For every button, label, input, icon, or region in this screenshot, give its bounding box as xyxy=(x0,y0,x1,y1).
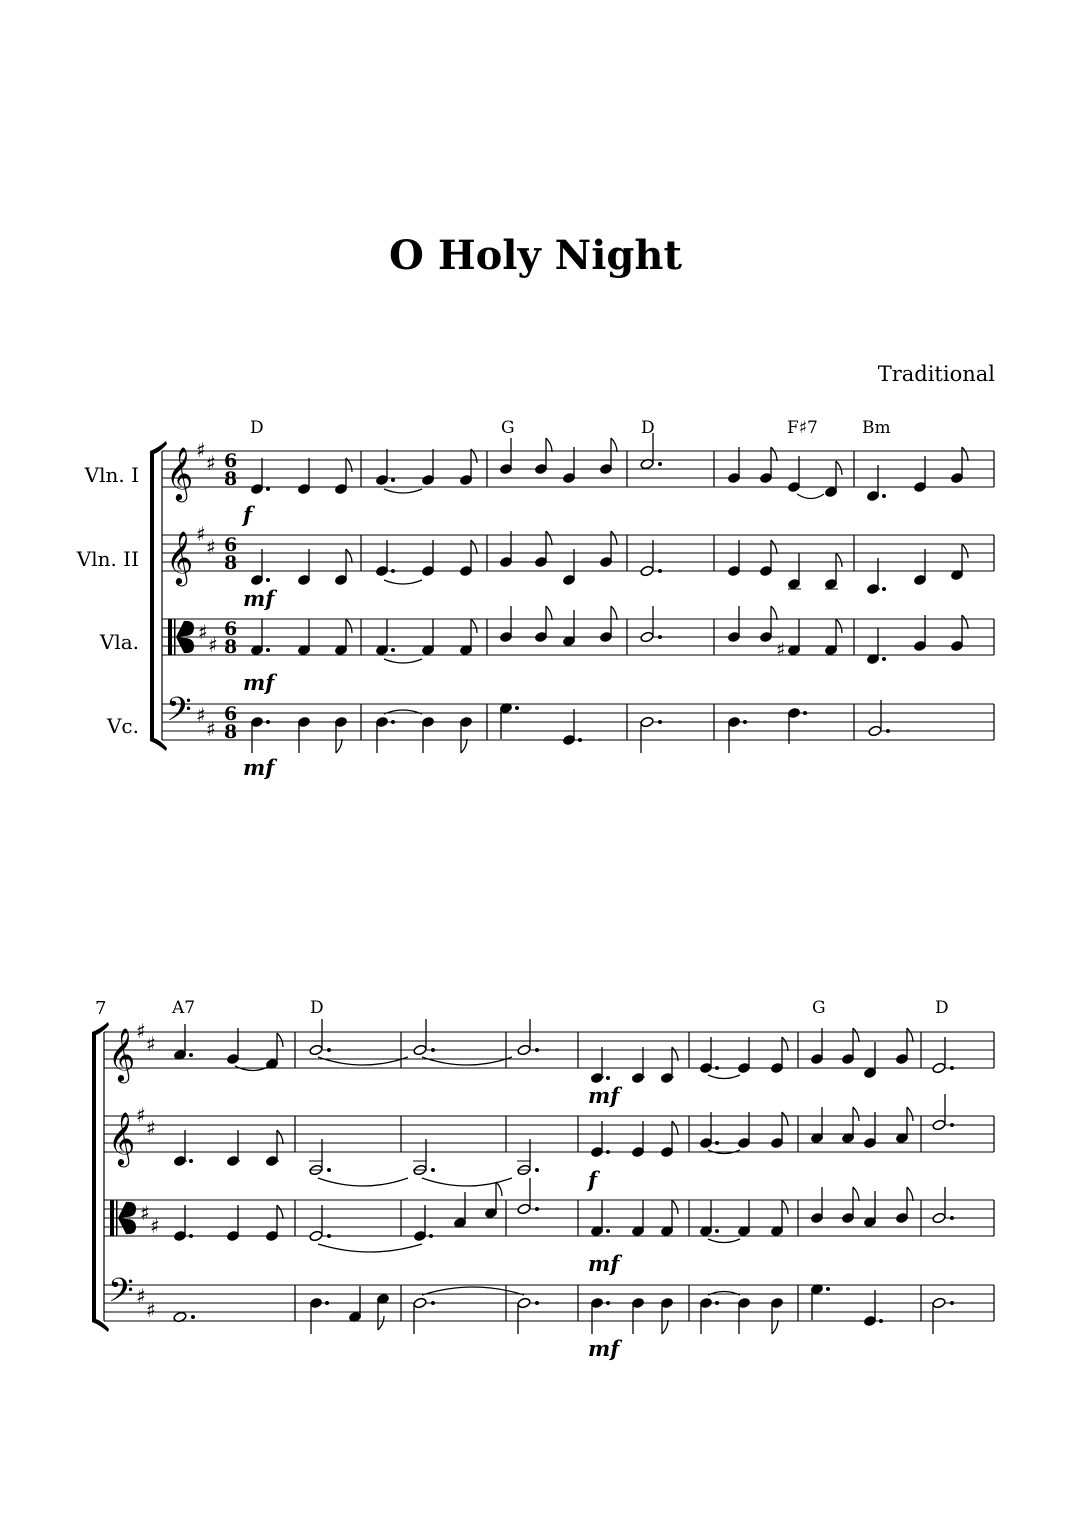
time-signature-bottom: 8 xyxy=(224,721,238,743)
sharp-icon: ♯ xyxy=(196,438,206,462)
chord-symbol: D xyxy=(935,998,949,1018)
notes-viola xyxy=(173,1178,953,1252)
chord-symbol: Bm xyxy=(862,418,891,438)
chord-symbol: F♯7 xyxy=(787,418,818,438)
notes-cello xyxy=(250,700,889,753)
staff-violin-1 xyxy=(162,451,994,487)
chord-symbol: G xyxy=(501,418,515,438)
dynamic-marking: mf xyxy=(588,1336,620,1361)
time-signature-top: 6 xyxy=(224,703,238,725)
sharp-icon: ♯ xyxy=(146,1298,156,1322)
treble-clef-icon: 𝄞 xyxy=(166,530,194,584)
notes-violin-1 xyxy=(250,433,968,502)
staff-cello xyxy=(104,1285,994,1321)
instrument-label: Vc. xyxy=(106,714,139,738)
bass-clef-icon: 𝄢 xyxy=(166,691,192,737)
notes-violin-2 xyxy=(250,531,968,595)
instrument-label: Vln. I xyxy=(84,463,139,487)
notes-viola xyxy=(250,606,968,665)
measure-number: 7 xyxy=(95,998,107,1019)
staff-cello xyxy=(162,704,994,740)
chord-symbol: D xyxy=(310,998,324,1018)
dynamic-marking: mf xyxy=(243,755,275,780)
chord-symbol: D xyxy=(641,418,655,438)
time-signature-top: 6 xyxy=(224,534,238,556)
chord-symbol: G xyxy=(812,998,826,1018)
sharp-icon: ♯ xyxy=(198,620,208,644)
time-signature-top: 6 xyxy=(224,618,238,640)
instrument-label: Vln. II xyxy=(76,547,139,571)
sharp-icon: ♯ xyxy=(206,717,216,741)
chord-symbol: D xyxy=(250,418,264,438)
time-signature-bottom: 8 xyxy=(224,552,238,574)
composer: Traditional xyxy=(877,362,995,386)
notes-cello xyxy=(173,1283,954,1334)
sharp-icon: ♯ xyxy=(196,703,206,727)
score-title: O Holy Night xyxy=(389,232,682,279)
sharp-icon: ♯ xyxy=(208,633,218,657)
dynamic-marking: mf xyxy=(588,1251,620,1276)
sharp-icon: ♯ xyxy=(150,1214,160,1238)
barlines xyxy=(361,451,994,740)
dynamic-marking: mf xyxy=(588,1083,620,1108)
staff-viola xyxy=(162,619,994,655)
bass-clef-icon: 𝄢 xyxy=(108,1272,134,1318)
notes-violin-2 xyxy=(173,1094,953,1186)
notes-violin-1 xyxy=(173,1019,953,1084)
sharp-icon: ♯ xyxy=(140,1201,150,1225)
time-signature-bottom: 8 xyxy=(224,468,238,490)
barlines xyxy=(295,1032,994,1321)
staff-violin-2 xyxy=(162,535,994,571)
system-1 xyxy=(76,418,994,780)
sharp-icon: ♯ xyxy=(136,1284,146,1308)
dynamic-marking: f xyxy=(588,1167,598,1192)
dynamic-marking: f xyxy=(243,502,253,527)
dynamic-marking: mf xyxy=(243,586,275,611)
sharp-icon: ♯ xyxy=(196,522,206,546)
sharp-icon: ♯ xyxy=(776,639,786,661)
treble-clef-icon: 𝄞 xyxy=(108,1111,136,1165)
sharp-icon: ♯ xyxy=(206,451,216,475)
time-signature-top: 6 xyxy=(224,450,238,472)
treble-clef-icon: 𝄞 xyxy=(166,446,194,500)
treble-clef-icon: 𝄞 xyxy=(108,1027,136,1081)
system-2 xyxy=(92,998,994,1361)
instrument-label: Vla. xyxy=(99,630,139,654)
chord-symbol: A7 xyxy=(172,998,196,1018)
dynamic-marking: mf xyxy=(243,670,275,695)
sharp-icon: ♯ xyxy=(136,1103,146,1127)
sharp-icon: ♯ xyxy=(146,1116,156,1140)
time-signature-bottom: 8 xyxy=(224,636,238,658)
sharp-icon: ♯ xyxy=(206,535,216,559)
sharp-icon: ♯ xyxy=(146,1032,156,1056)
sharp-icon: ♯ xyxy=(136,1019,146,1043)
